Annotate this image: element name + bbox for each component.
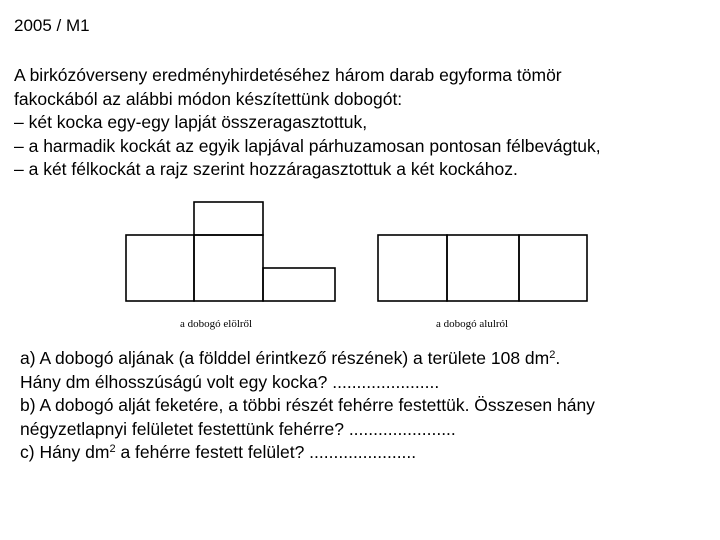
question-a-exponent: 2: [549, 349, 556, 361]
question-c-text: c) Hány dm: [20, 442, 110, 462]
question-a-line-1: [20, 347, 710, 371]
problem-title: 2005 / M1: [14, 16, 90, 35]
question-b-line-2: négyzetlapnyi felületet festettünk fehérre? ......................: [20, 418, 456, 439]
intro-step-1: – két kocka egy-egy lapját összeragasztottuk,: [14, 112, 368, 132]
front-right-half-cube: [263, 268, 335, 301]
problem-intro: [14, 64, 714, 182]
front-middle-cube: [194, 235, 263, 301]
front-view-figure: [122, 198, 342, 304]
questions-block: [20, 347, 710, 465]
bottom-view-caption: a dobogó alulról: [436, 318, 509, 330]
question-a-text: a) A dobogó aljának (a földdel érintkező részének) a területe 108 dm: [20, 348, 550, 368]
front-view-drawing: [122, 198, 342, 304]
question-a-line-2: Hány dm élhosszúságú volt egy kocka? ......................: [20, 371, 440, 392]
question-c-exponent: 2: [109, 443, 116, 455]
question-a-period: .: [555, 348, 561, 368]
question-c-text-end: a fehérre festett felület? ......................: [115, 442, 417, 462]
intro-step-3: – a két félkockát a rajz szerint hozzáragasztottuk a két kockához.: [14, 159, 518, 179]
bottom-view-figure: [374, 232, 594, 304]
intro-step-2: – a harmadik kockát az egyik lapjával párhuzamosan pontosan félbevágtuk,: [14, 135, 601, 156]
front-view-caption: a dobogó elölről: [180, 318, 253, 330]
bottom-right-square: [519, 235, 587, 301]
front-top-half-cube: [194, 202, 263, 235]
intro-line-1: A birkózóverseny eredményhirdetéséhez három darab egyforma tömör: [14, 65, 562, 85]
bottom-left-square: [378, 235, 447, 301]
question-b-line-1: b) A dobogó alját feketére, a többi részét fehérre festettük. Összesen hány: [20, 395, 595, 415]
front-left-cube: [126, 235, 194, 301]
question-c-line: [20, 441, 710, 465]
intro-line-2: fakockából az alábbi módon készítettünk dobogót:: [14, 88, 403, 109]
bottom-view-drawing: [374, 232, 594, 304]
bottom-middle-square: [447, 235, 519, 301]
